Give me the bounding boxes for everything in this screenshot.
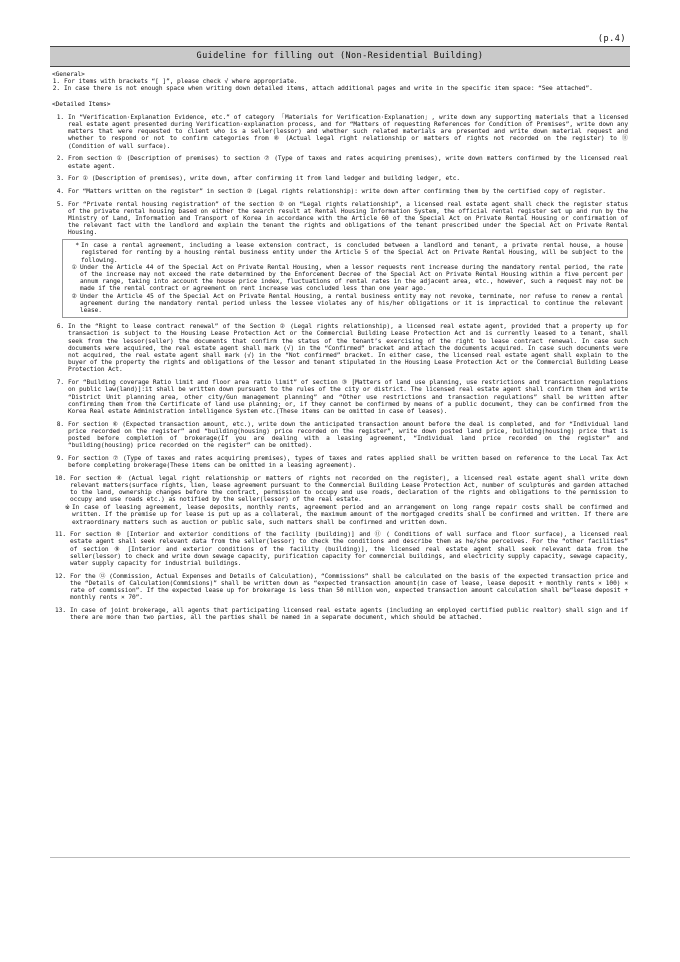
- detailed-item: [52, 421, 628, 450]
- bottom-divider: [50, 857, 630, 858]
- item-number: 9.: [56, 454, 64, 462]
- item-text: For “Private rental housing registration” of the section ② on “Legal rights relationship”, a licensed real estate agent shall check the register status of the private rental housing based on either the search result at Rental Housing Information System, the official rental register set up and run by the Ministry of Land, Information and Transport of Korea in accordance with the Article 60 of the Special Act on Private Rental Housing or confirmation of the relevant fact with the landlord and explain the tenant the rights and obligations of the tenant prescribed under the Special Act on Private Rental Housing.: [68, 200, 628, 237]
- item-text: In the “Right to lease contract renewal” of the Section ② (Legal rights relationship), a licensed real estate agent, provided that a property up for transaction is subject to the Housing Lease Protection Act or the Commercial Building Lease Protection Act and is currently leased to a tenant, shall seek from the lessor(seller) the documents that confirm the status of the tenant’s exercising of the right to lease contract renewal. In case such documents were acquired, the real estate agent shall mark (√) in the “Confirmed” bracket and attach the documents acquired. In case such documents were not acquired, the real estate agent shall mark (√) in the “Not confirmed” bracket. In either case, the licensed real estate agent shall explain to the buyer of the property the rights and obligations of the lessor and tenant stipulated in the Housing Lease Protection Act or the Commercial Building Lease Protection Act.: [68, 323, 628, 374]
- item-number: 3.: [56, 175, 64, 183]
- detailed-item: [52, 201, 628, 237]
- item-text: For section ⑨ [Interior and exterior conditions of the facility (building)] and ⑪ ( Conditions of wall surface and floor surface), a licensed real estate agent shall seek relevant data from the seller(lessor) to check the conditions and describe them as he/she perceives. For the “other facilities” of section ⑨ [Interior and exterior conditions of the facility (building)], the licensed real estate agent shall seek relevant data from the seller(lessor) to check and write down sewage capacity, purification capacity for commercial buildings, and electricity supply capacity, sewage capacity, water supply capacity for industrial buildings.: [70, 531, 628, 568]
- sub-text: Under the Article 45 of the Special Act on Private Rental Housing, a rental business entity may not revoke, terminate, nor refuse to renew a rental agreement during the mandatory rental period unless the lessee violates any of his/her obligations or it is impractical to continue the relevant lease.: [80, 292, 623, 314]
- note-box-private-rental: [62, 239, 628, 319]
- general-item: [52, 85, 628, 92]
- detailed-heading: <Detailed Items>: [52, 100, 111, 108]
- general-section: [52, 71, 628, 93]
- detailed-item: [52, 323, 628, 373]
- page-number: (p.4): [597, 34, 626, 44]
- item-text: For “Matters written on the register” in section ② (Legal rights relationship): write down after confirming them by the certified copy of register.: [68, 187, 606, 195]
- detailed-item: [52, 573, 628, 602]
- item-text: For ① (Description of premises), write down, after confirming it from land ledger and building ledger, etc.: [68, 175, 461, 183]
- item-number: 1.: [56, 113, 64, 121]
- item-text: For section ⑦ (Type of taxes and rates acquiring premises), types of taxes and rates applied shall be written based on reference to the Local Tax Act before completing brokerage(These items can be omitted in a leasing agreement).: [68, 454, 628, 470]
- item-text: In “Verification·Explanation Evidence, etc.” of category 「Materials for Verification·Explanation」, write down any supporting materials that a licensed real estate agent presented during Verification·explanation process, and for “Matters of requesting References for Condition of Premises”, write down any matters that were requested to client who is a seller(lessor) and whether such related materials are presented and write down material request and whether to respond or not to confirm categories from ⑧ (Actual legal right relationship or matters of rights not recorded on the register) to ⑪ (Condition of wall surface).: [68, 113, 628, 150]
- page-title: Guideline for filling out (Non-Residential Building): [50, 46, 630, 67]
- general-list: [52, 78, 628, 92]
- detailed-item: [52, 114, 628, 150]
- detailed-item: [52, 379, 628, 415]
- detailed-item: [52, 531, 628, 567]
- general-item: [52, 78, 628, 85]
- general-heading: <General>: [52, 71, 85, 78]
- item-number: 12.: [55, 572, 66, 580]
- note-text: In case a rental agreement, including a lease extension contract, is concluded between a landlord and tenant, a private rental house, a house registered for renting by a housing rental business entity under the Article 5 of the Special Act on Private Rental Housing, will be subject to the following.: [81, 242, 623, 264]
- item-text: For section ⑥ (Expected transaction amount, etc.), write down the anticipated transaction amount before the deal is completed, and for “Individual land price recorded on the register” and “building(housing) price recorded on the register”, write down posted land price, building(housing) price that is posted before completion of brokerage(If you are dealing with a leasing agreement, “Individual land price recorded on the register” and “building(housing) price recorded on the register” can be omitted).: [68, 420, 628, 450]
- item-number: 4.: [56, 187, 64, 195]
- item-text: For “Building coverage Ratio limit and floor area ratio limit” of section ③ [Matters of land use planning, use restrictions and transaction regulations on public law(land)]:it shall be written down pursuant to the rules of the city or district. The licensed real estate agent shall confirm them and write “District Unit planning area, other city/Gun management planning” and “Other use restrictions and transaction regulations” shall be written after confirming them from the Certificate of land use planning; or, if they cannot be confirmed by means of a public document, they can be confirmed from the Korea Real estate Administration intelligence System etc.(These items can be omitted in case of leases).: [68, 379, 628, 415]
- item-text: From section ① (Description of premises) to section ⑦ (Type of taxes and rates acquiring premises), write down matters confirmed by the licensed real estate agent.: [68, 155, 628, 170]
- sub-number: ①: [71, 263, 77, 271]
- note-star: ※: [64, 504, 70, 512]
- note-leasing: [52, 504, 628, 526]
- item-text: For items with brackets “[ ]”, please check √ where appropriate.: [64, 78, 298, 86]
- note-paragraph: [67, 242, 623, 264]
- item-number: 11.: [55, 531, 66, 539]
- item-number: 7.: [56, 379, 64, 387]
- note-sub-item: [67, 293, 623, 315]
- item-number: 13.: [55, 607, 66, 615]
- note-star: *: [75, 242, 79, 250]
- item-text: For section ⑧ (Actual legal right relationship or matters of rights not recorded on the register), a licensed real estate agent shall write down relevant matters(surface rights, lien, lease agreement pursuant to the Commercial Building Lease Protection Act, number of sculptures and garden attached to the land, ownership changes before the contract, permission to occupy and use roads, declaration of the rights and obligations to the permission to occupy and use roads etc.) as notified by the seller(lessor) of the real estate.: [70, 474, 628, 504]
- note-sub-item: [67, 264, 623, 293]
- sub-text: Under the Article 44 of the Special Act on Private Rental Housing, when a lessor requests rent increase during the mandatory rental period, the rate of the increase may not exceed the rate determined by the Enforcement Decree of the Special Act on Private Rental Housing within a five percent per annum range, taking into account the house price index, fluctuations of rental rates in the adjacent area, etc., however, such a request may not be made if the rental contract or agreement on rent increase was concluded less than one year ago.: [80, 263, 623, 293]
- item-number: 5.: [56, 200, 64, 208]
- item-number: 2.: [52, 85, 60, 93]
- item-number: 10.: [55, 474, 66, 482]
- detailed-item: [52, 188, 628, 195]
- item-text: In case there is not enough space when writing down detailed items, attach additional pages and write in the specific item space: “See attached”.: [64, 85, 593, 93]
- item-number: 1.: [52, 78, 60, 86]
- detailed-item: [52, 175, 628, 182]
- item-number: 8.: [56, 420, 64, 428]
- item-text: In case of joint brokerage, all agents that participating licensed real estate agents (including an employed certified public realtor) shall sign and if there are more than two parties, all the parties shall be named in a separate document, which should be attached.: [70, 607, 628, 622]
- detailed-item: [52, 455, 628, 469]
- guideline-body: [52, 71, 628, 622]
- detailed-item: [52, 475, 628, 504]
- item-number: 6.: [56, 323, 64, 331]
- item-text: For the ⑫ (Commission, Actual Expenses and Details of Calculation), “Commissions” shall be calculated on the basis of the expected transaction price and the “Details of Calculation(Commisions)” shall be written down as “expected transaction amount(in case of lease, lease deposit + monthly rents × 100) × rate of commission”. If the expected lease up for brokerage is less than 50 million won, expected transaction amount calculation shall be“lease deposit + monthly rents × 70”.: [70, 572, 628, 602]
- detailed-list: [52, 114, 628, 622]
- sub-number: ②: [71, 292, 77, 300]
- detailed-item: [52, 607, 628, 621]
- item-number: 2.: [56, 155, 64, 163]
- note-text: In case of leasing agreement, lease deposits, monthly rents, agreement period and an arrangement on long range repair costs shall be confirmed and written. If the premise up for lease is put up as a collateral, the maximum amount of the mortgaged credits shall be confirmed and written. If there are extraordinary matters such as auction or public sale, such matters shall be confirmed and written down.: [72, 504, 628, 526]
- detailed-item: [52, 155, 628, 169]
